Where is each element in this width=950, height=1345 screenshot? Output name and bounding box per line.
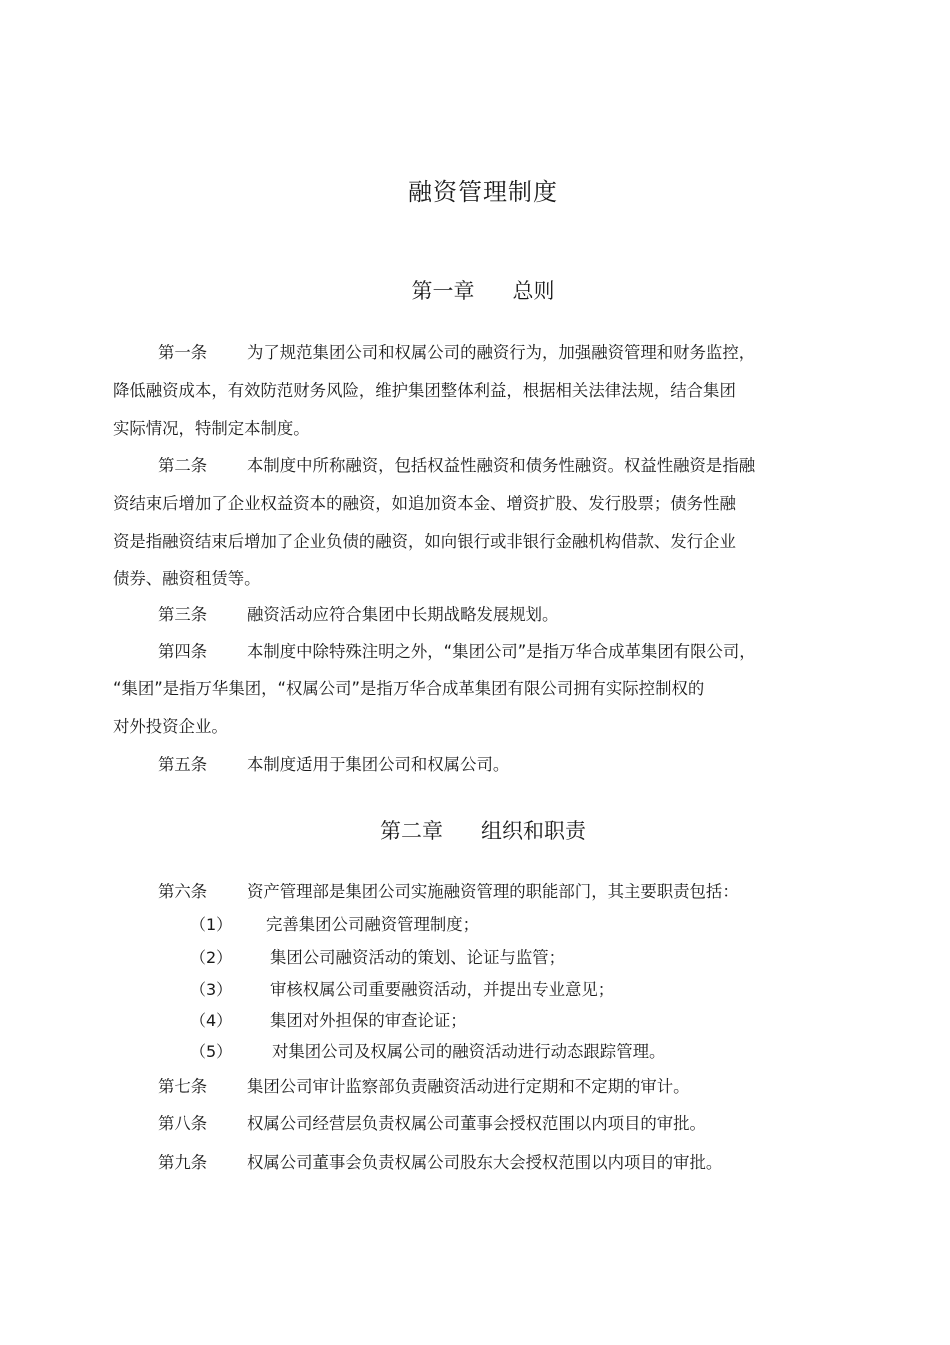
chapter-name: 总则 [512,279,555,303]
article-label: 第七条 [158,1077,208,1096]
chapter-number: 第二章 [380,819,443,843]
article-label: 第五条 [158,755,208,774]
chapter-number: 第一章 [411,279,475,303]
duty-item-number: （5） [190,1042,233,1061]
article-4-line-2: “集团”是指万华集团，“权属公司”是指万华合成革集团有限公司拥有实际控制权的 [113,679,705,698]
article-1-line-3: 实际情况，特制定本制度。 [113,419,310,438]
article-7-line-1 [158,1077,690,1097]
duty-item-text: 集团对外担保的审查论证； [270,1011,467,1030]
article-label: 第三条 [158,605,208,624]
article-1-line-2: 降低融资成本，有效防范财务风险，维护集团整体利益，根据相关法律法规，结合集团 [113,381,736,400]
duty-item-text: 完善集团公司融资管理制度； [266,915,480,934]
article-6-line-1 [158,882,739,902]
article-text: 本制度适用于集团公司和权属公司。 [247,755,510,774]
article-text: 融资活动应符合集团中长期战略发展规划。 [247,605,559,624]
article-text: 资产管理部是集团公司实施融资管理的职能部门，其主要职责包括： [247,882,739,901]
chapter-name: 组织和职责 [481,819,586,843]
article-4-line-3: 对外投资企业。 [113,717,228,736]
duty-item-text: 集团公司融资活动的策划、论证与监管； [270,948,566,967]
chapter-heading-1 [0,275,950,305]
article-text: 权属公司经营层负责权属公司董事会授权范围以内项目的审批。 [247,1114,706,1133]
article-label: 第一条 [158,343,208,362]
duty-item-number: （2） [190,948,233,967]
duty-item-number: （4） [190,1011,233,1030]
article-label: 第二条 [158,456,208,475]
article-text: 权属公司董事会负责权属公司股东大会授权范围以内项目的审批。 [247,1153,723,1172]
duty-item-text: 对集团公司及权属公司的融资活动进行动态跟踪管理。 [272,1042,666,1061]
duty-item-number: （1） [190,915,233,934]
article-label: 第八条 [158,1114,208,1133]
article-2-line-4: 债券、融资租赁等。 [113,569,261,588]
article-text: 为了规范集团公司和权属公司的融资行为，加强融资管理和财务监控， [247,343,756,362]
article-8-line-1 [158,1114,706,1134]
article-label: 第四条 [158,642,208,661]
article-text: 集团公司审计监察部负责融资活动进行定期和不定期的审计。 [247,1077,690,1096]
duty-item-number: （3） [190,980,233,999]
article-1-line-1 [158,343,755,363]
article-9-line-1 [158,1153,722,1173]
chapter-heading-2 [0,815,950,845]
duty-item-text: 审核权属公司重要融资活动，并提出专业意见； [270,980,615,999]
article-label: 第六条 [158,882,208,901]
document-title: 融资管理制度 [408,178,558,206]
article-5-line-1 [158,755,509,775]
article-2-line-2: 资结束后增加了企业权益资本的融资，如追加资本金、增资扩股、发行股票；债务性融 [113,494,736,513]
article-2-line-1 [158,456,755,476]
article-text: 本制度中除特殊注明之外，“集团公司”是指万华合成革集团有限公司， [247,642,756,661]
article-label: 第九条 [158,1153,208,1172]
article-4-line-1 [158,642,756,662]
article-3-line-1 [158,605,558,625]
article-text: 本制度中所称融资，包括权益性融资和债务性融资。权益性融资是指融 [247,456,756,475]
article-2-line-3: 资是指融资结束后增加了企业负债的融资，如向银行或非银行金融机构借款、发行企业 [113,532,736,551]
